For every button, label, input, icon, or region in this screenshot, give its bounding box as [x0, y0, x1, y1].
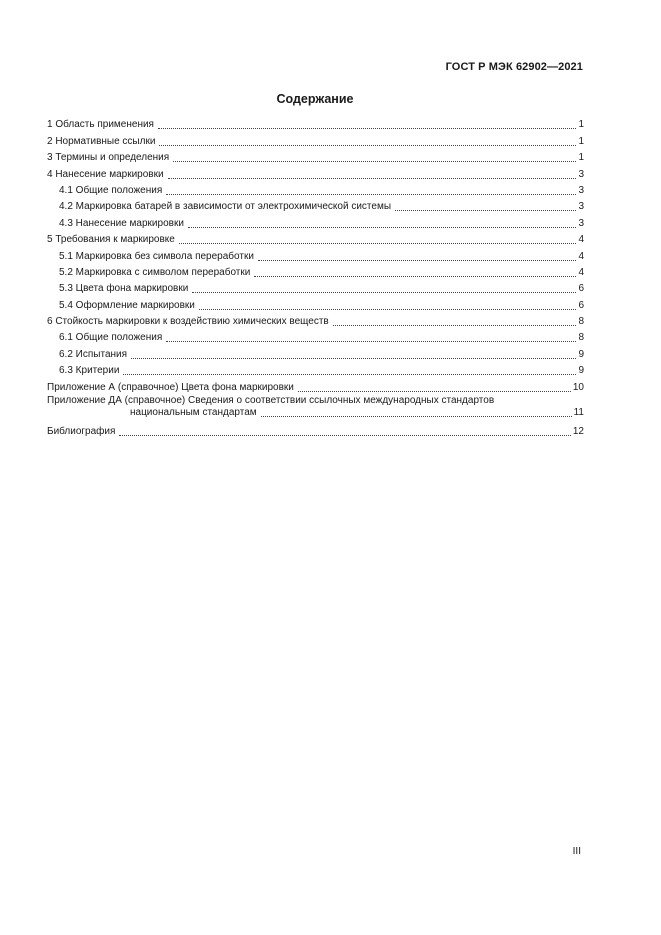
toc-entry-page: 1 [578, 119, 584, 131]
toc-leader-dots [188, 227, 577, 228]
toc-leader-dots [333, 325, 577, 326]
toc-entry[interactable] [47, 230, 584, 246]
toc-entry-page: 4 [578, 250, 584, 262]
toc-entry[interactable] [47, 197, 584, 213]
toc-leader-dots [254, 276, 576, 277]
toc-title: Содержание [276, 92, 354, 106]
toc-leader-dots [123, 374, 576, 375]
toc-entry-bibliography[interactable] [47, 422, 584, 438]
toc-entry-page: 6 [578, 283, 584, 295]
toc-entry-page: 9 [578, 348, 584, 360]
toc-entry-text: 3 Термины и определения [47, 152, 170, 164]
toc-entry-page: 4 [578, 266, 584, 278]
toc-entry-page: 1 [578, 135, 584, 147]
toc-entry[interactable] [47, 263, 584, 279]
toc-entry-text: 5.2 Маркировка с символом переработки [59, 266, 251, 278]
page-number: III [572, 846, 581, 857]
toc-entry[interactable] [47, 115, 584, 131]
toc-leader-dots [168, 178, 577, 179]
toc-entry-text: 5 Требования к маркировке [47, 234, 175, 246]
toc-entry-text: 5.4 Оформление маркировки [59, 299, 195, 311]
toc-entry[interactable] [47, 213, 584, 229]
toc-leader-dots [179, 243, 577, 244]
toc-entry[interactable] [47, 312, 584, 328]
toc-entry-text-cont: национальным стандартам [130, 406, 257, 418]
toc-entry-text: 4.3 Нанесение маркировки [59, 217, 184, 229]
toc-entry[interactable] [47, 148, 584, 164]
toc-entry[interactable] [47, 131, 584, 147]
toc-entry-text: 6.1 Общие положения [59, 332, 163, 344]
toc-entry-page: 8 [578, 316, 584, 328]
toc-entry-page: 1 [578, 152, 584, 164]
table-of-contents [47, 115, 584, 438]
toc-leader-dots [395, 210, 576, 211]
toc-entry-page: 10 [572, 381, 584, 393]
toc-entry[interactable] [47, 344, 584, 360]
toc-entry-appendix-da[interactable] [47, 394, 584, 419]
toc-entry-text: 4.2 Маркировка батарей в зависимости от электрохимической системы [59, 201, 392, 213]
toc-entry-text: 1 Область применения [47, 119, 154, 131]
toc-entry-text: 2 Нормативные ссылки [47, 135, 156, 147]
toc-leader-dots [131, 358, 576, 359]
toc-entry-text: 6.3 Критерии [59, 365, 120, 377]
toc-entry-text: 4 Нанесение маркировки [47, 168, 164, 180]
toc-entry-text: 6.2 Испытания [59, 348, 128, 360]
toc-entry-page: 12 [572, 426, 584, 438]
toc-leader-dots [119, 435, 570, 436]
toc-leader-dots [166, 341, 576, 342]
toc-entry-text: Приложение А (справочное) Цвета фона маркировки [47, 381, 294, 393]
toc-entry-page: 4 [578, 234, 584, 246]
toc-entry-text: 6 Стойкость маркировки к воздействию химических веществ [47, 316, 329, 328]
toc-entry-page: 3 [578, 184, 584, 196]
toc-entry-text: 5.1 Маркировка без символа переработки [59, 250, 254, 262]
toc-leader-dots [192, 292, 576, 293]
toc-entry-page: 11 [573, 406, 584, 418]
toc-entry[interactable] [47, 361, 584, 377]
toc-leader-dots [261, 416, 572, 417]
toc-leader-dots [158, 128, 576, 129]
toc-leader-dots [258, 260, 577, 261]
toc-entry-page: 3 [578, 201, 584, 213]
toc-entry[interactable] [47, 279, 584, 295]
toc-entry-page: 3 [578, 168, 584, 180]
toc-entry[interactable] [47, 328, 584, 344]
toc-leader-dots [298, 391, 571, 392]
toc-entry-text: Приложение ДА (справочное) Сведения о соответствии ссылочных международных стандартов [47, 394, 495, 406]
toc-entry-page: 9 [578, 365, 584, 377]
toc-entry[interactable] [47, 377, 584, 393]
toc-entry[interactable] [47, 164, 584, 180]
toc-entry-text: 4.1 Общие положения [59, 184, 163, 196]
toc-entry[interactable] [47, 295, 584, 311]
toc-entry-text: 5.3 Цвета фона маркировки [59, 283, 189, 295]
toc-leader-dots [173, 161, 576, 162]
toc-leader-dots [159, 145, 576, 146]
toc-entry-text: Библиография [47, 426, 116, 438]
toc-entry[interactable] [47, 181, 584, 197]
toc-leader-dots [166, 194, 576, 195]
toc-entry-page: 6 [578, 299, 584, 311]
standard-code: ГОСТ Р МЭК 62902—2021 [445, 61, 583, 73]
toc-entry[interactable] [47, 246, 584, 262]
toc-entry-page: 3 [578, 217, 584, 229]
toc-leader-dots [199, 309, 577, 310]
toc-entry-page: 8 [578, 332, 584, 344]
